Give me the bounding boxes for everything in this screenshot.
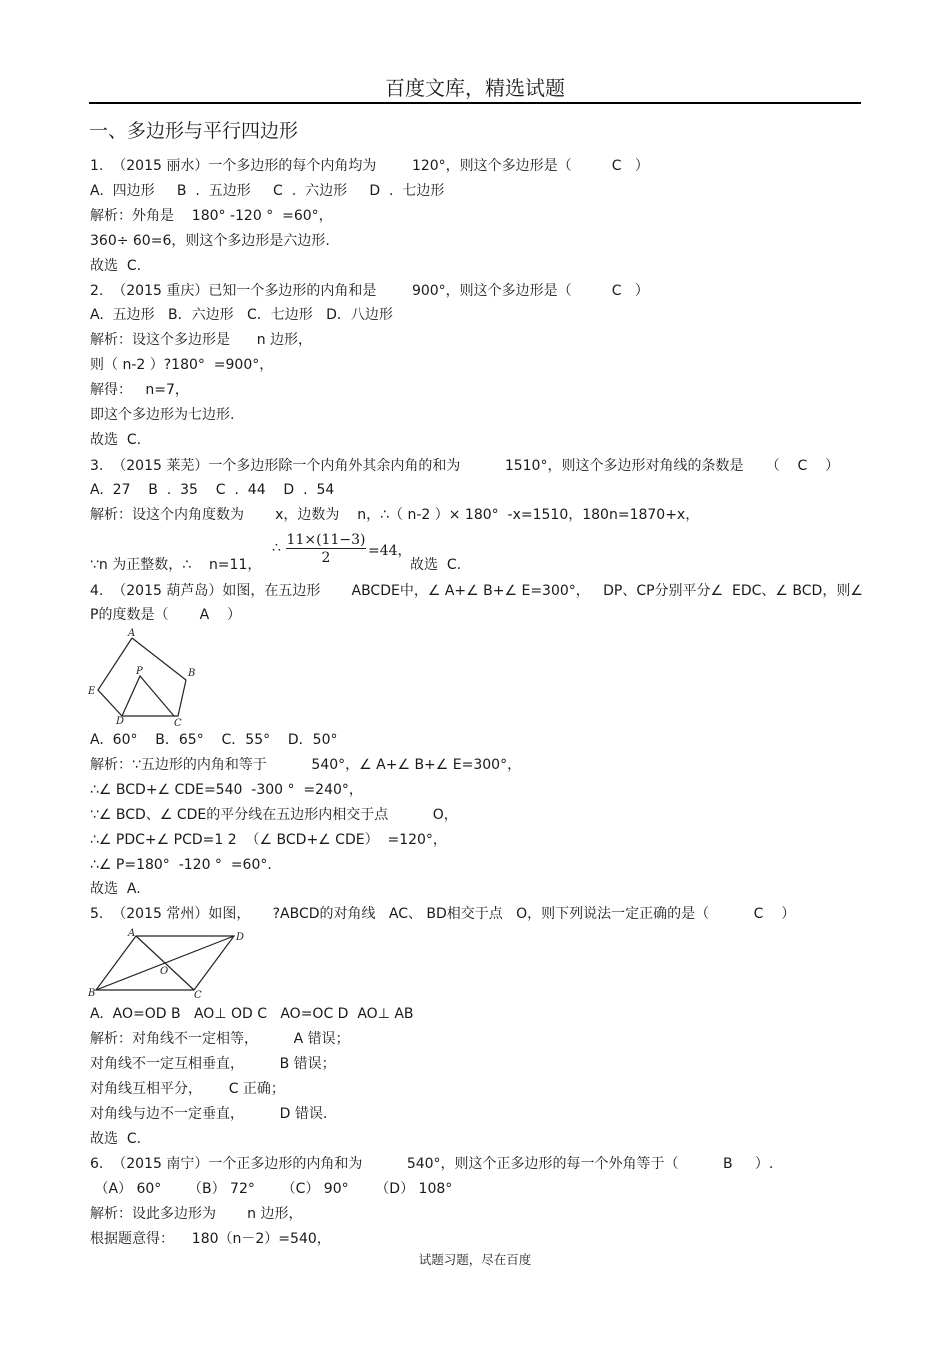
text-line: 故选 A. [90,881,141,897]
therefore-symbol: ∴ [272,540,281,556]
text-line: 6. （2015 南宁）一个正多边形的内角和为 540°，则这个正多边形的每一个外角等于（ B ）. [90,1156,774,1172]
text-line: 对角线不一定互相垂直， B 错误； [90,1056,336,1072]
text-line: 则（ n-2 ）?180° =900°， [90,357,274,373]
text-line: （A） 60° （B） 72° （C） 90° （D） 108° [90,1181,453,1197]
text-line: 3. （2015 莱芜）一个多边形除一个内角外其余内角的和为 1510°，则这个多边形对角线的条数是 （ C ） [90,458,840,474]
parallelogram-figure [86,926,256,1000]
page-header-title: 百度文库，精选试题 [385,76,565,100]
text-line: ∴∠ PDC+∠ PCD=1 2 （∠ BCD+∠ CDE） =120°， [90,832,447,848]
text-line: ∴∠ BCD+∠ CDE=540 -300 ° =240°， [90,782,363,798]
text-line: A. 四边形 B . 五边形 C . 六边形 D . 七边形 [90,183,445,199]
label-O: O [160,966,169,977]
text-line: ∵∠ BCD、∠ CDE的平分线在五边形内相交于点 O， [90,807,458,823]
label-B: B [188,668,196,679]
text-line: 即这个多边形为七边形. [90,407,235,423]
label-E: E [88,686,96,697]
label-C: C [194,990,202,1000]
text-line: 5. （2015 常州）如图， ?ABCD的对角线 AC、 BD相交于点 O，则下列说法一定正确的是（ C ） [90,906,796,922]
answer-choice-line: 故选 C. [410,557,462,573]
text-line: 解析：设这个多边形是 n 边形， [90,332,313,348]
label-B: B [88,988,96,999]
label-P: P [136,666,143,677]
text-line: 故选 C. [90,432,142,448]
page-footer: 试题习题，尽在百度 [418,1252,532,1267]
text-line: 360÷ 60=6，则这个多边形是六边形. [90,233,330,249]
label-C: C [174,718,182,729]
text-line: 解析：设此多边形为 n 边形， [90,1206,303,1222]
header-rule [89,102,861,104]
formula-denominator: 2 [321,550,331,566]
text-line: ∵n 为正整数，∴ n=11， [90,557,262,573]
text-line: 对角线互相平分， C 正确； [90,1081,285,1097]
text-line: 2. （2015 重庆）已知一个多边形的内角和是 900°，则这个多边形是（ C ） [90,283,649,299]
formula-result: =44， [368,543,412,559]
text-line: 解析：外角是 180° -120 ° =60°， [90,208,333,224]
text-line: 解析：对角线不一定相等， A 错误； [90,1031,350,1047]
label-D: D [116,716,125,727]
text-line: A. 五边形 B．六边形 C．七边形 D．八边形 [90,307,393,323]
formula-numerator: 11×(11−3) [286,532,366,548]
text-line: 解析：设这个内角度数为 x，边数为 n，∴（ n-2 ）× 180° -x=1510，180n=1870+x， [90,507,700,523]
text-line: ∴∠ P=180° -120 ° =60°. [90,857,272,873]
text-line: P的度数是（ A ） [90,607,241,623]
text-line: 解析：∵五边形的内角和等于 540°，∠ A+∠ B+∠ E=300°， [90,757,522,773]
text-line: 解得： n=7， [90,382,189,398]
pentagon-figure [86,626,206,730]
text-line: A. 60° B．65° C．55° D．50° [90,732,338,748]
text-line: 1. （2015 丽水）一个多边形的每个内角均为 120°，则这个多边形是（ C ） [90,158,649,174]
label-A: A [128,928,136,939]
text-line: 4. （2015 葫芦岛）如图，在五边形 ABCDE中，∠ A+∠ B+∠ E=300°， DP、CP分别平分∠ EDC、∠ BCD，则∠ [90,583,863,599]
text-line: 根据题意得： 180（n－2）=540， [90,1231,331,1247]
section-title: 一、多边形与平行四边形 [89,120,299,142]
text-line: 对角线与边不一定垂直， D 错误. [90,1106,328,1122]
label-D: D [236,932,245,943]
text-line: 故选 C. [90,1131,142,1147]
text-line: A. 27 B . 35 C . 44 D . 54 [90,482,335,498]
text-line: A. AO=OD B AO⊥ OD C AO=OC D AO⊥ AB [90,1006,414,1022]
label-A: A [128,628,136,639]
text-line: 故选 C. [90,258,142,274]
